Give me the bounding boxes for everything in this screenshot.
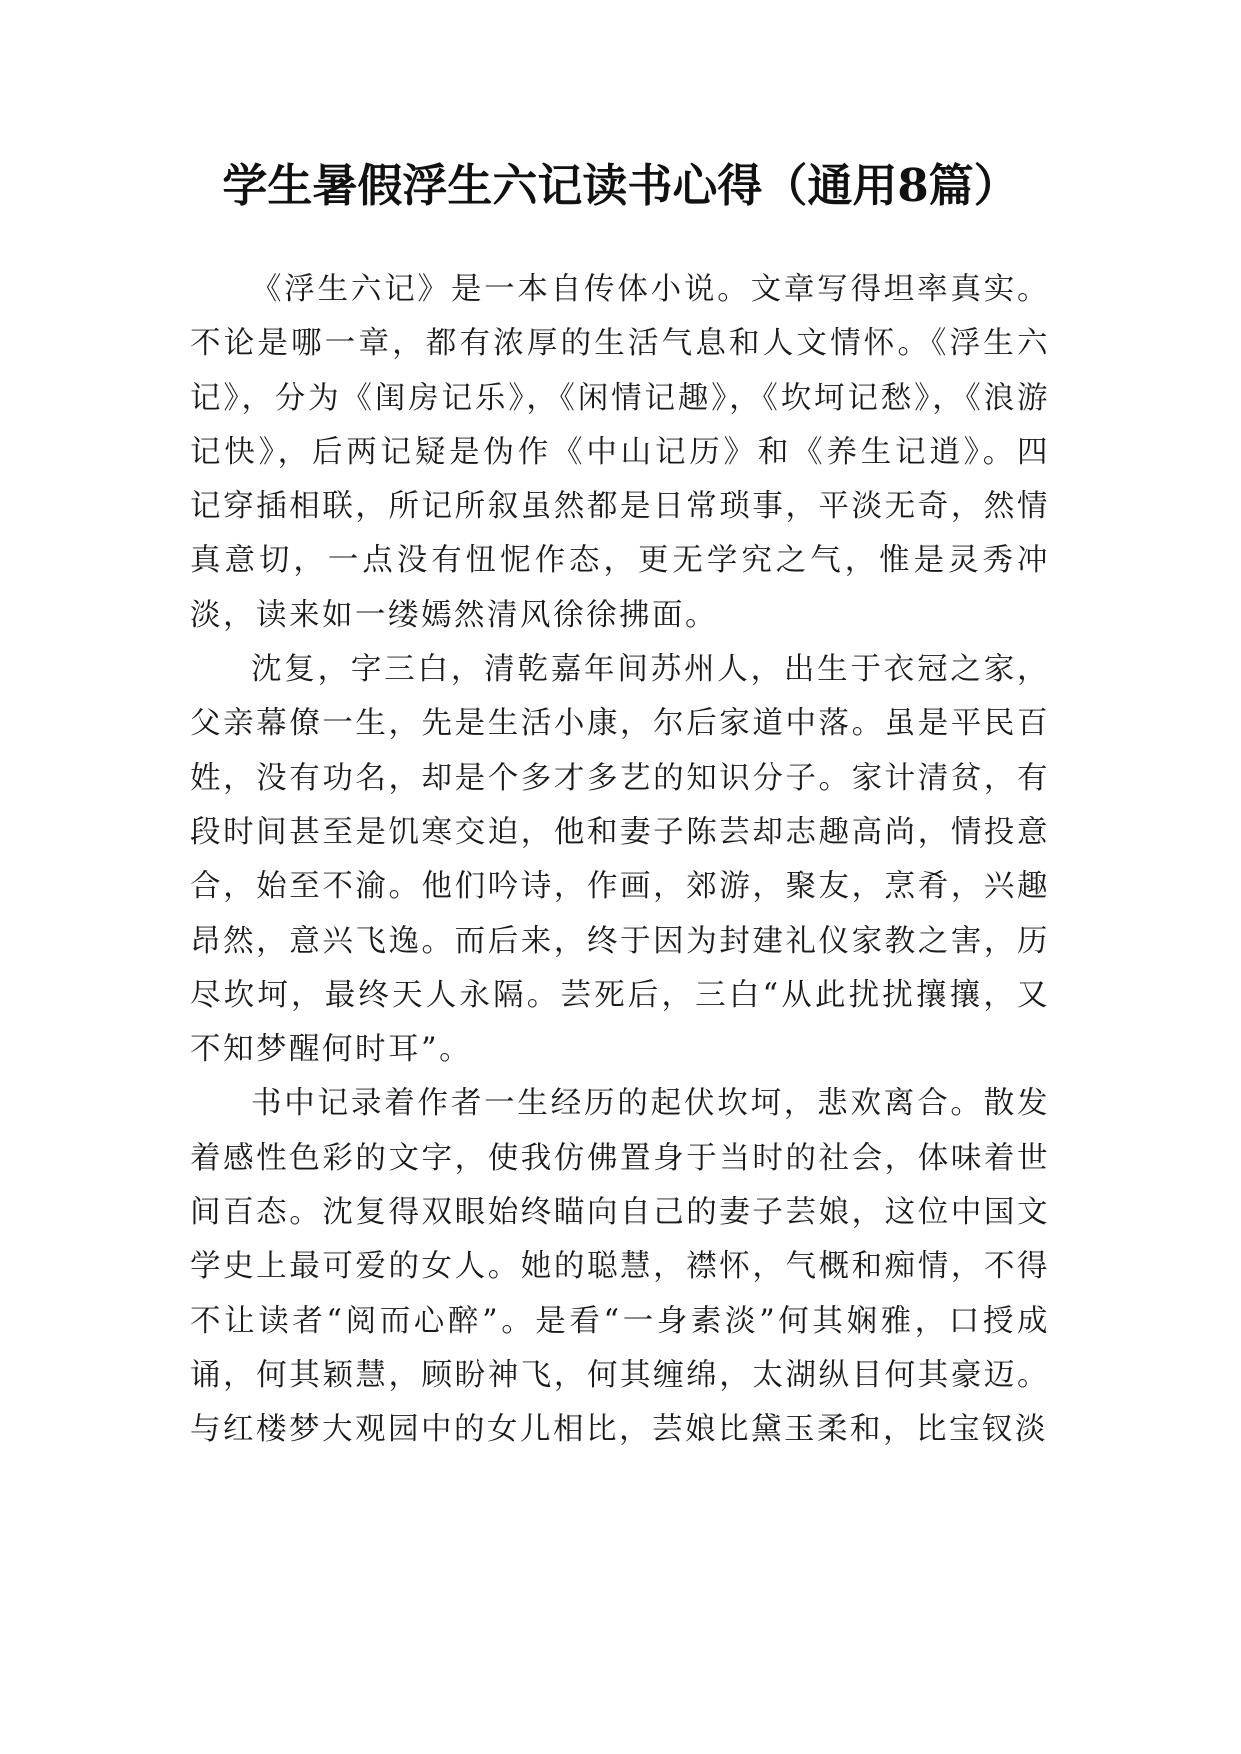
document-body [190,263,1050,1458]
paragraph-3: 书中记录着作者一生经历的起伏坎坷，悲欢离合。散发着感性色彩的文字，使我仿佛置身于当时的社会，体味着世间百态。沈复得双眼始终瞄向自己的妻子芸娘，这位中国文学史上最可爱的女人。她的聪慧，襟怀，气概和痴情，不得不让读者“阅而心醉”。是看“一身素淡”何其娴雅，口授成诵，何其颖慧，顾盼神飞，何其缠绵，太湖纵目何其豪迈。与红楼梦大观园中的女儿相比，芸娘比黛玉柔和，比宝钗淡 [190,1086,1050,1448]
document-title: 学生暑假浮生六记读书心得（通用8篇） [222,159,1019,212]
paragraph-1: 《浮生六记》是一本自传体小说。文章写得坦率真实。不论是哪一章，都有浓厚的生活气息和人文情怀。《浮生六记》，分为《闺房记乐》，《闲情记趣》，《坎坷记愁》，《浪游记快》，后两记疑是伪作《中山记历》和《养生记逍》。四记穿插相联，所记所叙虽然都是日常琐事，平淡无奇，然情真意切，一点没有忸怩作态，更无学究之气，惟是灵秀冲淡，读来如一缕嫣然清风徐徐拂面。 [190,272,1050,633]
paragraph-2: 沈复，字三白，清乾嘉年间苏州人，出生于衣冠之家，父亲幕僚一生，先是生活小康，尔后家道中落。虽是平民百姓，没有功名，却是个多才多艺的知识分子。家计清贫，有段时间甚至是饥寒交迫，他和妻子陈芸却志趣高尚，情投意合，始至不渝。他们吟诗，作画，郊游，聚友，烹肴，兴趣昂然，意兴飞逸。而后来，终于因为封建礼仪家教之害，历尽坎坷，最终天人永隔。芸死后，三白“从此扰扰攘攘，又不知梦醒何时耳”。 [190,652,1050,1068]
